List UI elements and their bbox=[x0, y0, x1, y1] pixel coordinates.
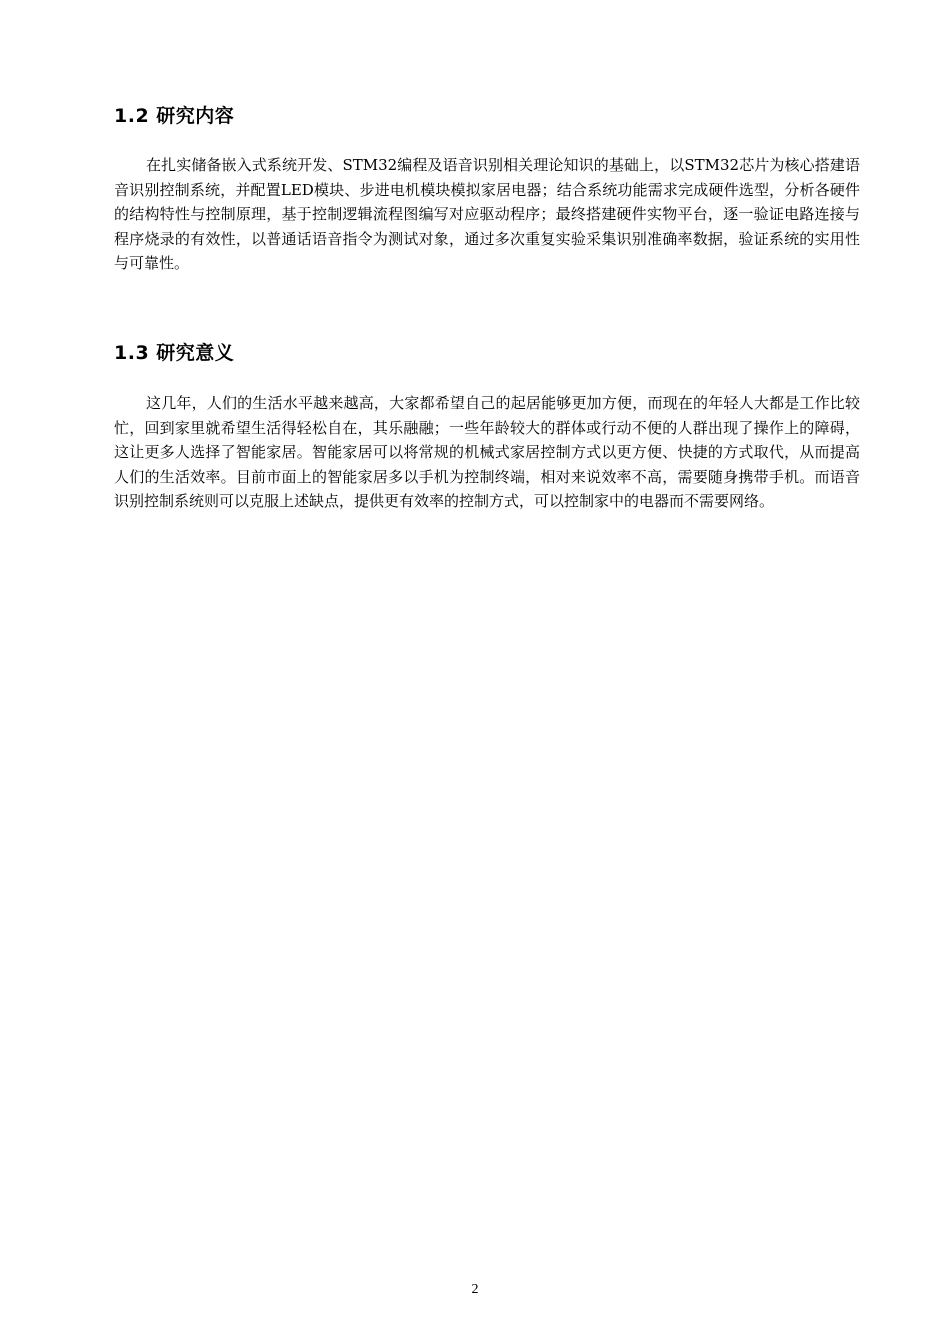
section-paragraph-1-2: 在扎实储备嵌入式系统开发、STM32编程及语音识别相关理论知识的基础上，以STM32芯片为核心搭建语音识别控制系统，并配置LED模块、步进电机模块模拟家居电器；结合系统功能需求完成硬件选型，分析各硬件的结构特性与控制原理，基于控制逻辑流程图编写对应驱动程序；最终搭建硬件实物平台，逐一验证电路连接与程序烧录的有效性，以普通话语音指令为测试对象，通过多次重复实验采集识别准确率数据，验证系统的实用性与可靠性。 bbox=[114, 156, 860, 272]
page-number: 2 bbox=[471, 1282, 479, 1297]
section-heading-1-3: 1.3 研究意义 bbox=[114, 342, 235, 364]
section-paragraph-1-3: 这几年，人们的生活水平越来越高，大家都希望自己的起居能够更加方便，而现在的年轻人大都是工作比较忙，回到家里就希望生活得轻松自在，其乐融融；一些年龄较大的群体或行动不便的人群出现了操作上的障碍，这让更多人选择了智能家居。智能家居可以将常规的机械式家居控制方式以更方便、快捷的方式取代，从而提高人们的生活效率。目前市面上的智能家居多以手机为控制终端，相对来说效率不高，需要随身携带手机。而语音识别控制系统则可以克服上述缺点，提供更有效率的控制方式，可以控制家中的电器而不需要网络。 bbox=[114, 394, 860, 510]
section-heading-1-2: 1.2 研究内容 bbox=[114, 105, 235, 127]
